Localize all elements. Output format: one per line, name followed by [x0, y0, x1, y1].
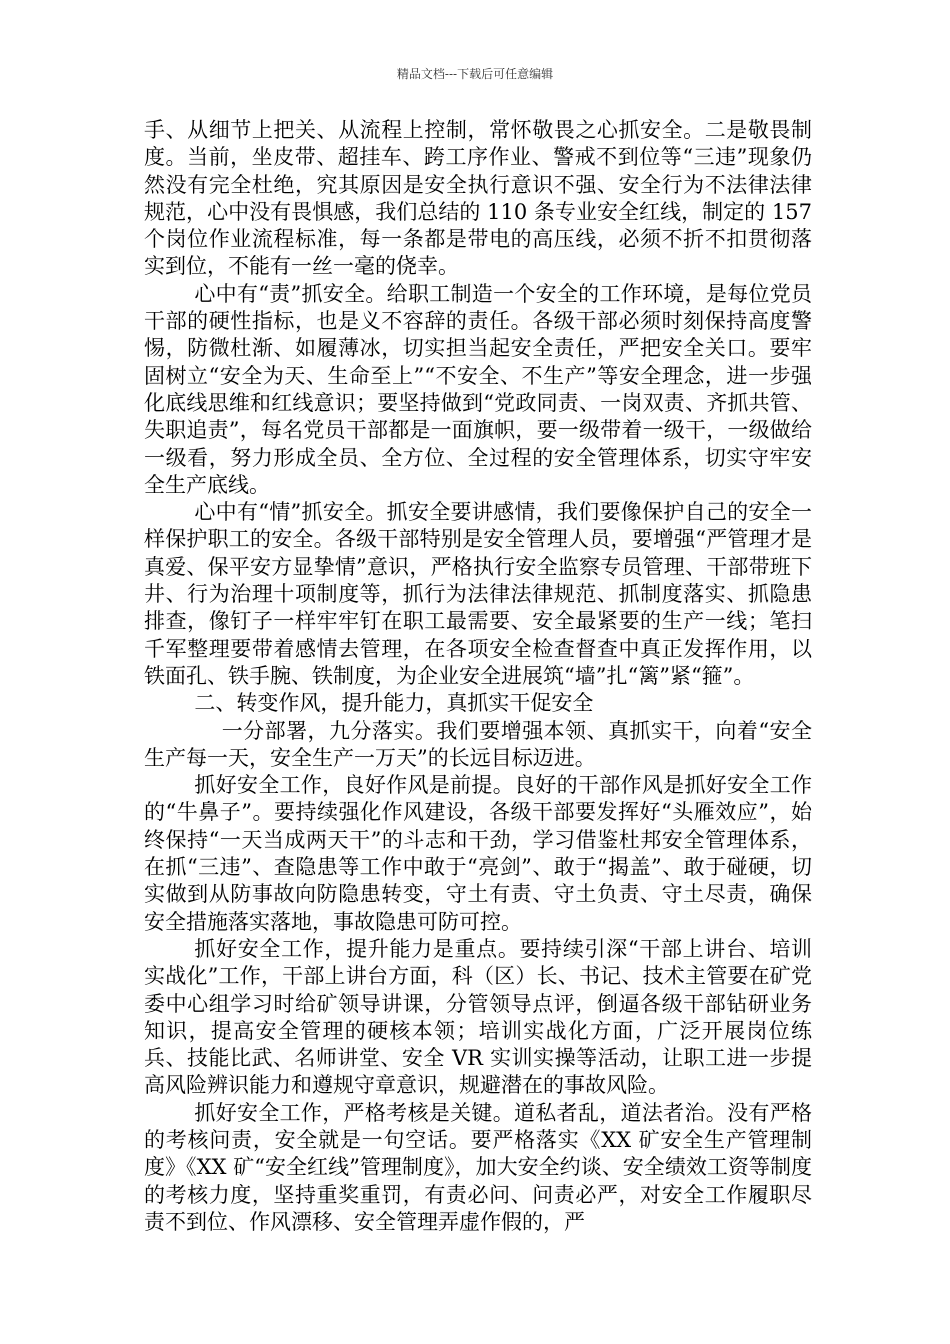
- paragraph-deployment: 一分部署，九分落实。我们要增强本领、真抓实干，向着“安全生产每一天，安全生产一万天”的长远目标迈进。: [144, 718, 812, 770]
- paragraph-continuation: 手、从细节上把关、从流程上控制，常怀敬畏之心抓安全。二是敬畏制度。当前，坐皮带、超挂车、跨工序作业、警戒不到位等“三违”现象仍然没有完全杜绝，究其原因是安全执行意识不强、安全行为不法律法律规范，心中没有畏惧感，我们总结的 110 条专业安全红线，制定的 157 个岗位作业流程标准，每一条都是带电的高压线，必须不折不扣贯彻落实到位，不能有一丝一毫的侥幸。: [144, 118, 819, 279]
- document-body: [144, 117, 819, 1236]
- page-header: 精品文档---下载后可任意编辑: [396, 67, 554, 81]
- paragraph-capability: 抓好安全工作，提升能力是重点。要持续引深“干部上讲台、培训实战化”工作，干部上讲台方面，科（区）长、书记、技术主管要在矿党委中心组学习时给矿领导讲课，分管领导点评，倒逼各级干部钻研业务知识，提高安全管理的硬核本领；培训实战化方面，广泛开展岗位练兵、技能比武、名师讲堂、安全 VR 实训实操等活动，让职工进一步提高风险辨识能力和遵规守章意识，规避潜在的事故风险。: [144, 936, 812, 1098]
- paragraph-assessment: 抓好安全工作，严格考核是关键。道私者乱，道法者治。没有严格的考核问责，安全就是一句空话。要严格落实《XX 矿安全生产管理制度》《XX 矿“安全红线”管理制度》，加大安全约谈、安全绩效工资等制度的考核力度，坚持重奖重罚，有责必问、问责必严，对安全工作履职尽责不到位、作风漂移、安全管理弄虚作假的，严: [144, 1100, 812, 1234]
- section-heading: 二、转变作风，提升能力，真抓实干促安全: [194, 691, 594, 716]
- paragraph-responsibility: 心中有“责”抓安全。给职工制造一个安全的工作环境，是每位党员干部的硬性指标，也是义不容辞的责任。各级干部必须时刻保持高度警惕，防微杜渐、如履薄冰，切实担当起安全责任，严把安全关口。要牢固树立“安全为天、生命至上”“不安全、不生产”等安全理念，进一步强化底线思维和红线意识；要坚持做到“党政同责、一岗双责、齐抓共管、失职追责”，每名党员干部都是一面旗帜，要一级带着一级干，一级做给一级看，努力形成全员、全方位、全过程的安全管理体系，切实守牢安全生产底线。: [144, 281, 812, 497]
- paragraph-affection: 心中有“情”抓安全。抓安全要讲感情，我们要像保护自己的安全一样保护职工的安全。各级干部特别是安全管理人员，要增强“严管理才是真爱、保平安方显挚情”意识，严格执行安全监察专员管理、干部带班下井、行为治理十项制度等，抓行为法律法律规范、抓制度落实、抓隐患排查，像钉子一样牢牢钉在职工最需要、安全最紧要的生产一线；笔扫千军整理要带着感情去管理，在各项安全检查督查中真正发挥作用，以铁面孔、铁手腕、铁制度，为企业安全进展筑“墙”扎“篱”紧“箍”。: [144, 500, 812, 688]
- paragraph-work-style: 抓好安全工作，良好作风是前提。良好的干部作风是抓好安全工作的“牛鼻子”。要持续强化作风建设，各级干部要发挥好“头雁效应”，始终保持“一天当成两天干”的斗志和干劲，学习借鉴杜邦安全管理体系，在抓“三违”、查隐患等工作中敢于“亮剑”、敢于“揭盖”、敢于碰硬，切实做到从防事故向防隐患转变，守土有责、守土负责、守土尽责，确保安全措施落实落地，事故隐患可防可控。: [144, 773, 812, 934]
